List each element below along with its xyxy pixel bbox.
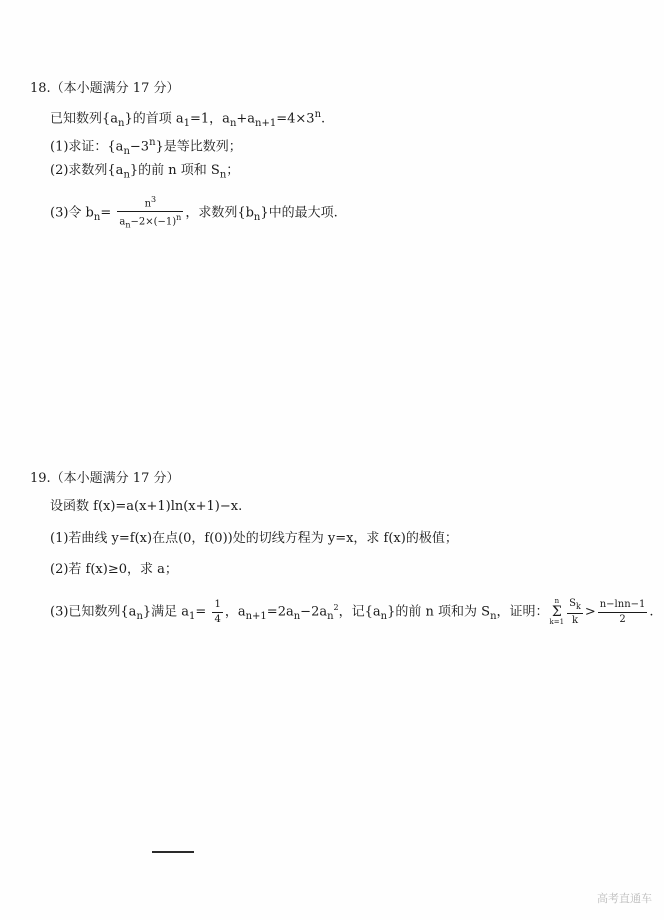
q18-part1: (1)求证：$\{a_n-3^n\}$是等比数列； — [50, 137, 242, 157]
q18-stem: 已知数列$\{a_n\}$的首项 $a_1=1$，$a_n+a_{n+1}=4\times 3^n$. — [50, 109, 326, 129]
q19-part1: (1)若曲线 y=f(x)在点(0，f(0))处的切线方程为 y=x，求 f(x)的极值； — [50, 531, 458, 546]
q18-fraction: $\frac{n^3}{a_n-2\times(-1)^n}$ — [119, 195, 182, 230]
q19-part3: (3)已知数列$\{a_n\}$满足 $a_1=$ $\frac{1}{4}$ ，$a_{n+1}=2a_n-2a_n^2$，记$\{a_n\}$的前 n 项和为 $S_n$，证明： n Σ k=1 $\frac{S_k}{k}$ > $\frac{n-\ln n-1}{2}$ . — [50, 597, 654, 626]
watermark: 高考直通车 — [597, 892, 652, 905]
sk-over-k-fraction: $\frac{S_k}{k}$ — [569, 597, 581, 626]
q18-part2: (2)求数列$\{a_n\}$的前 n 项和 $S_n$； — [50, 163, 240, 181]
q19-stem: 设函数 f(x)=a(x+1)ln(x+1)−x. — [50, 499, 243, 514]
q19-heading: 19.（本小题满分 17 分） — [30, 471, 180, 486]
q19-part2: (2)若 f(x)≥0，求 a； — [50, 562, 178, 577]
q19-a1-fraction: $\frac{1}{4}$ — [214, 598, 221, 625]
rhs-fraction: $\frac{n-\ln n-1}{2}$ — [599, 598, 646, 625]
summation-symbol: n Σ k=1 — [549, 597, 565, 626]
q18-heading: 18.（本小题满分 17 分） — [30, 81, 180, 96]
scan-mark — [152, 851, 194, 853]
q18-part3: (3)令 $b_n=$ $\frac{n^3}{a_n-2\times(-1)^n}$ ，求数列$\{b_n\}$中的最大项. — [50, 195, 338, 230]
